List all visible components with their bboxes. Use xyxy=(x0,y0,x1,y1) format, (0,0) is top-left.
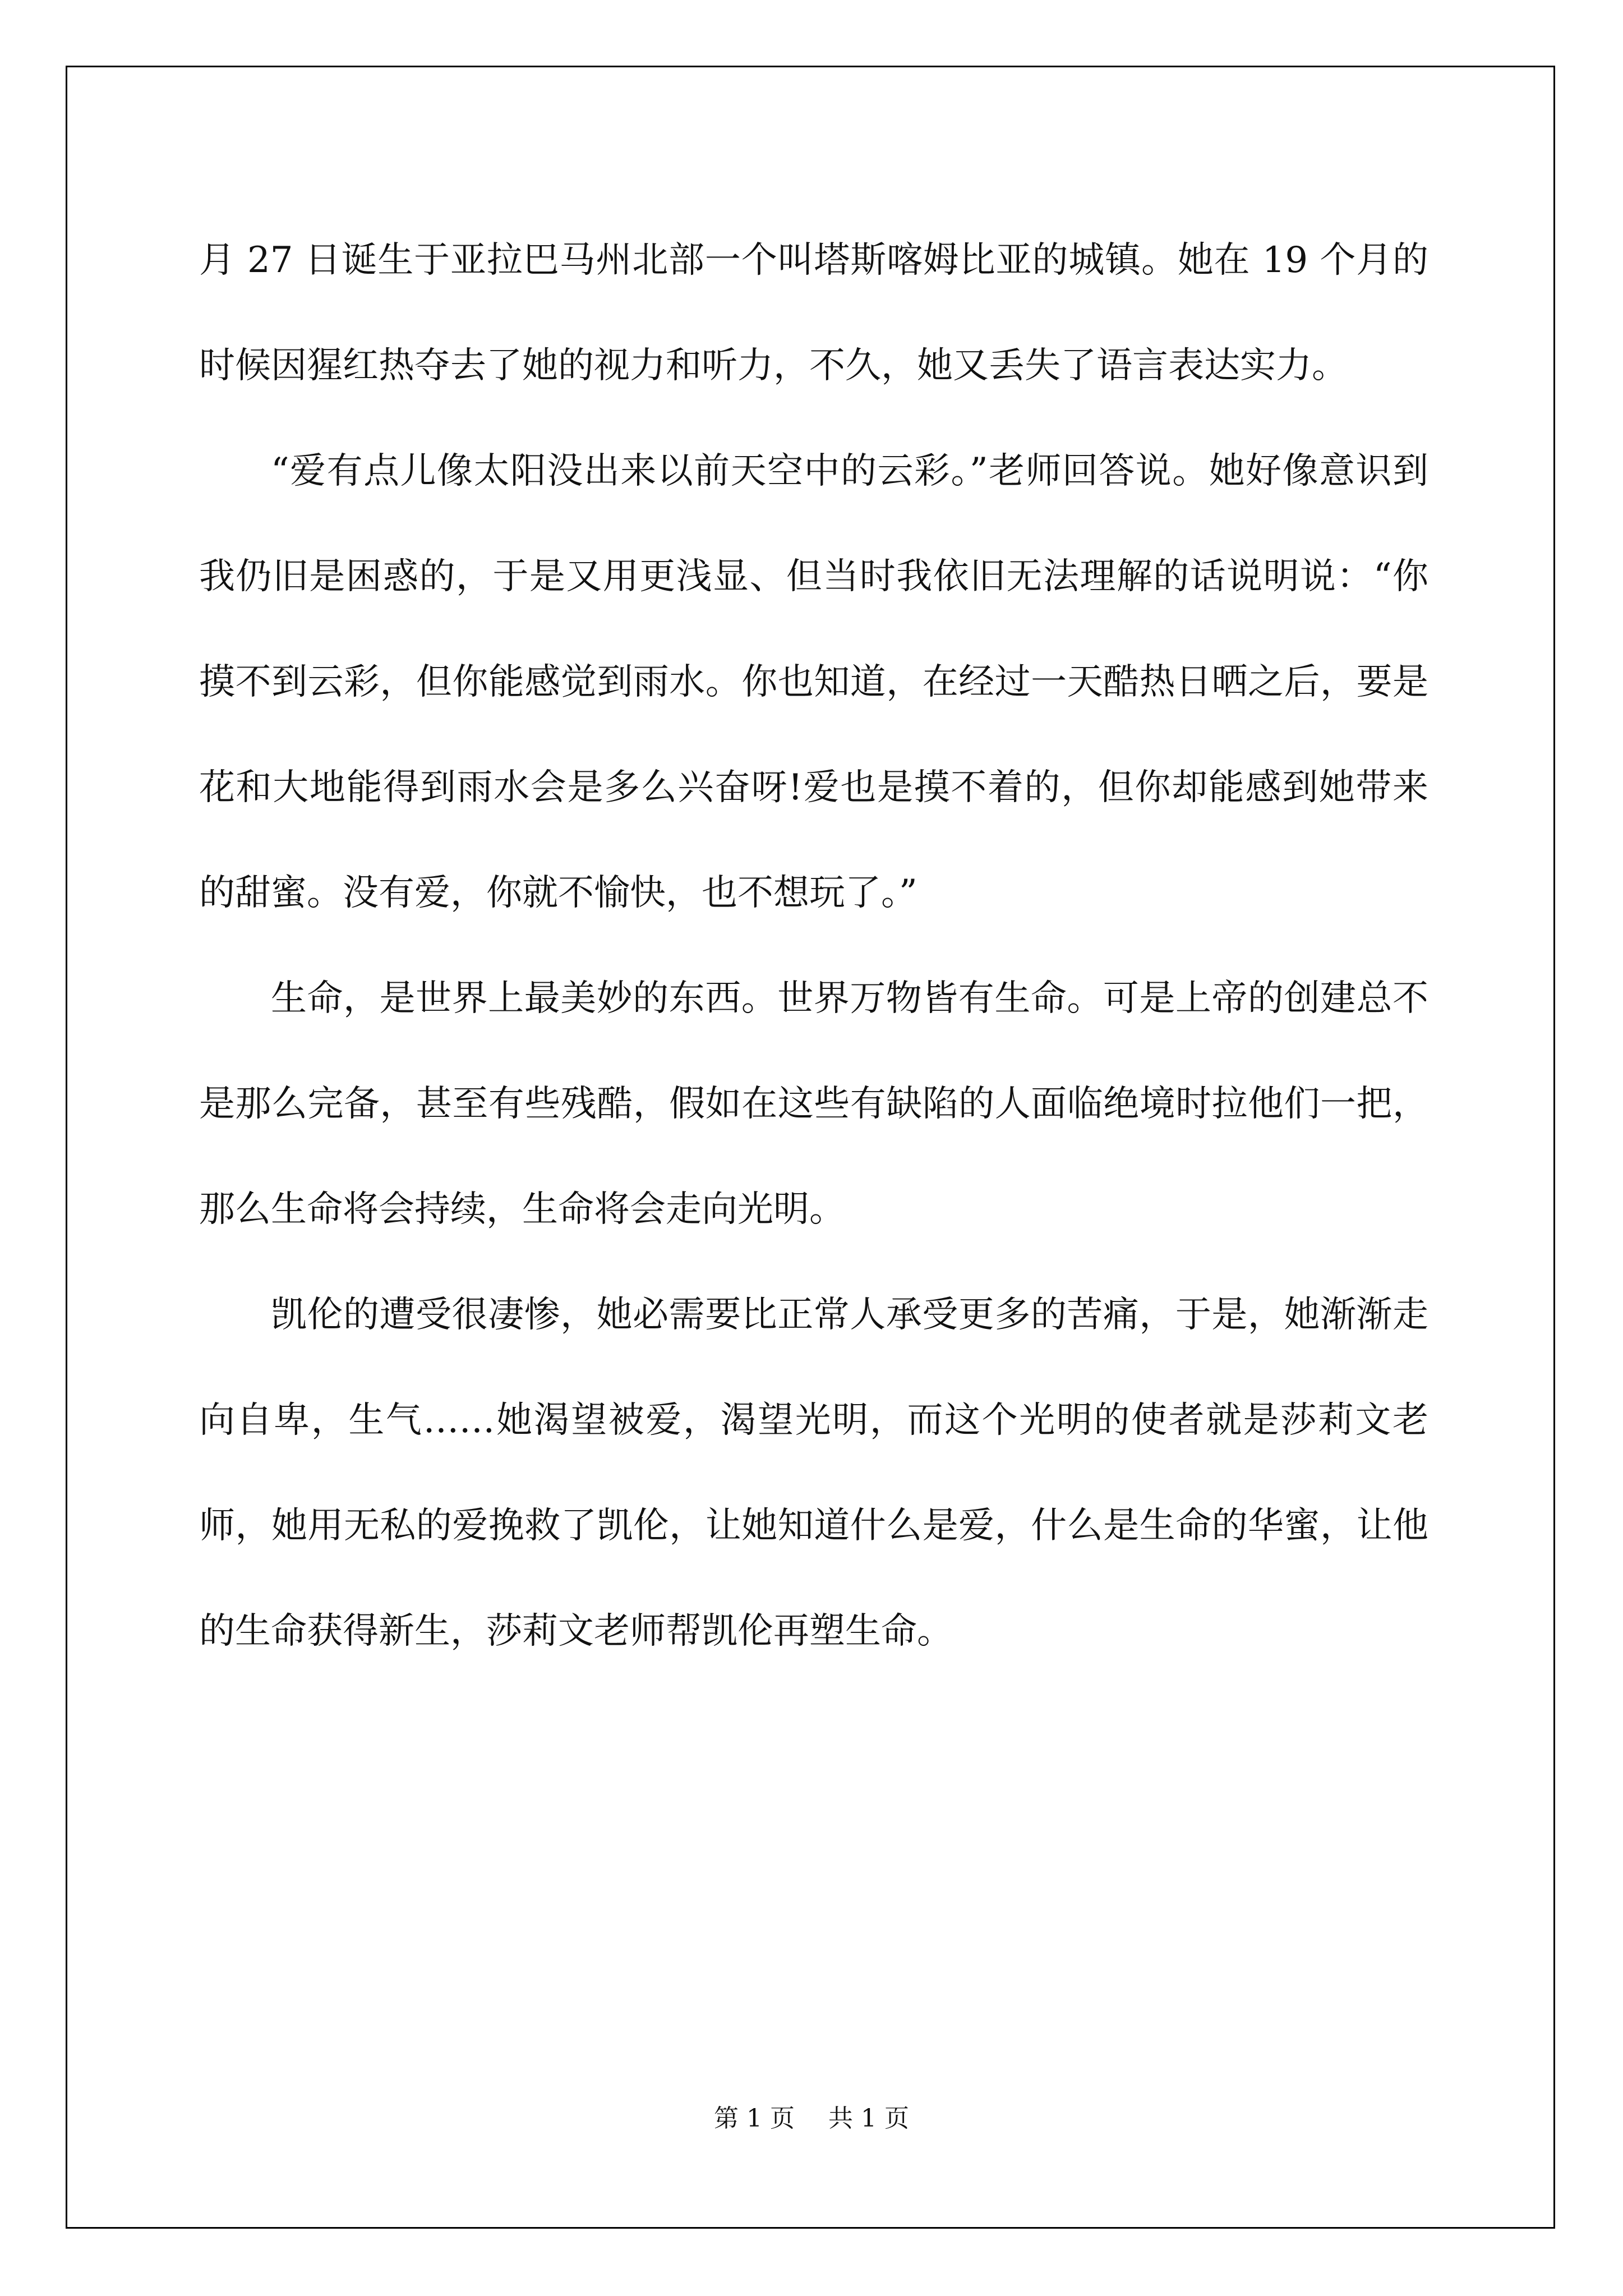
page-number-current: 第 1 页 xyxy=(714,2104,795,2133)
document-body xyxy=(199,208,1428,1684)
page-footer xyxy=(0,2098,1623,2134)
paragraph-continued: 月 27 日诞生于亚拉巴马州北部一个叫塔斯喀姆比亚的城镇。她在 19 个月的时候因猩红热夺去了她的视力和听力，不久，她又丢失了语言表达实力。 xyxy=(199,240,1428,386)
paragraph-life: 生命，是世界上最美妙的东西。世界万物皆有生命。可是上帝的创建总不是那么完备，甚至有些残酷，假如在这些有缺陷的人面临绝境时拉他们一把，那么生命将会持续，生命将会走向光明。 xyxy=(199,978,1428,1230)
paragraph-quote: “爱有点儿像太阳没出来以前天空中的云彩。”老师回答说。她好像意识到我仍旧是困惑的，于是又用更浅显、但当时我依旧无法理解的话说明说：“你摸不到云彩，但你能感觉到雨水。你也知道，在经过一天酷热日晒之后，要是花和大地能得到雨水会是多么兴奋呀!爱也是摸不着的，但你却能感到她带来的甜蜜。没有爱，你就不愉快，也不想玩了。” xyxy=(199,450,1428,914)
page-number-total: 共 1 页 xyxy=(828,2104,909,2133)
paragraph-karen: 凯伦的遭受很凄惨，她必需要比正常人承受更多的苦痛，于是，她渐渐走向自卑，生气……她渴望被爱，渴望光明，而这个光明的使者就是莎莉文老师，她用无私的爱挽救了凯伦，让她知道什么是爱，什么是生命的华蜜，让他的生命获得新生，莎莉文老师帮凯伦再塑生命。 xyxy=(199,1294,1428,1652)
